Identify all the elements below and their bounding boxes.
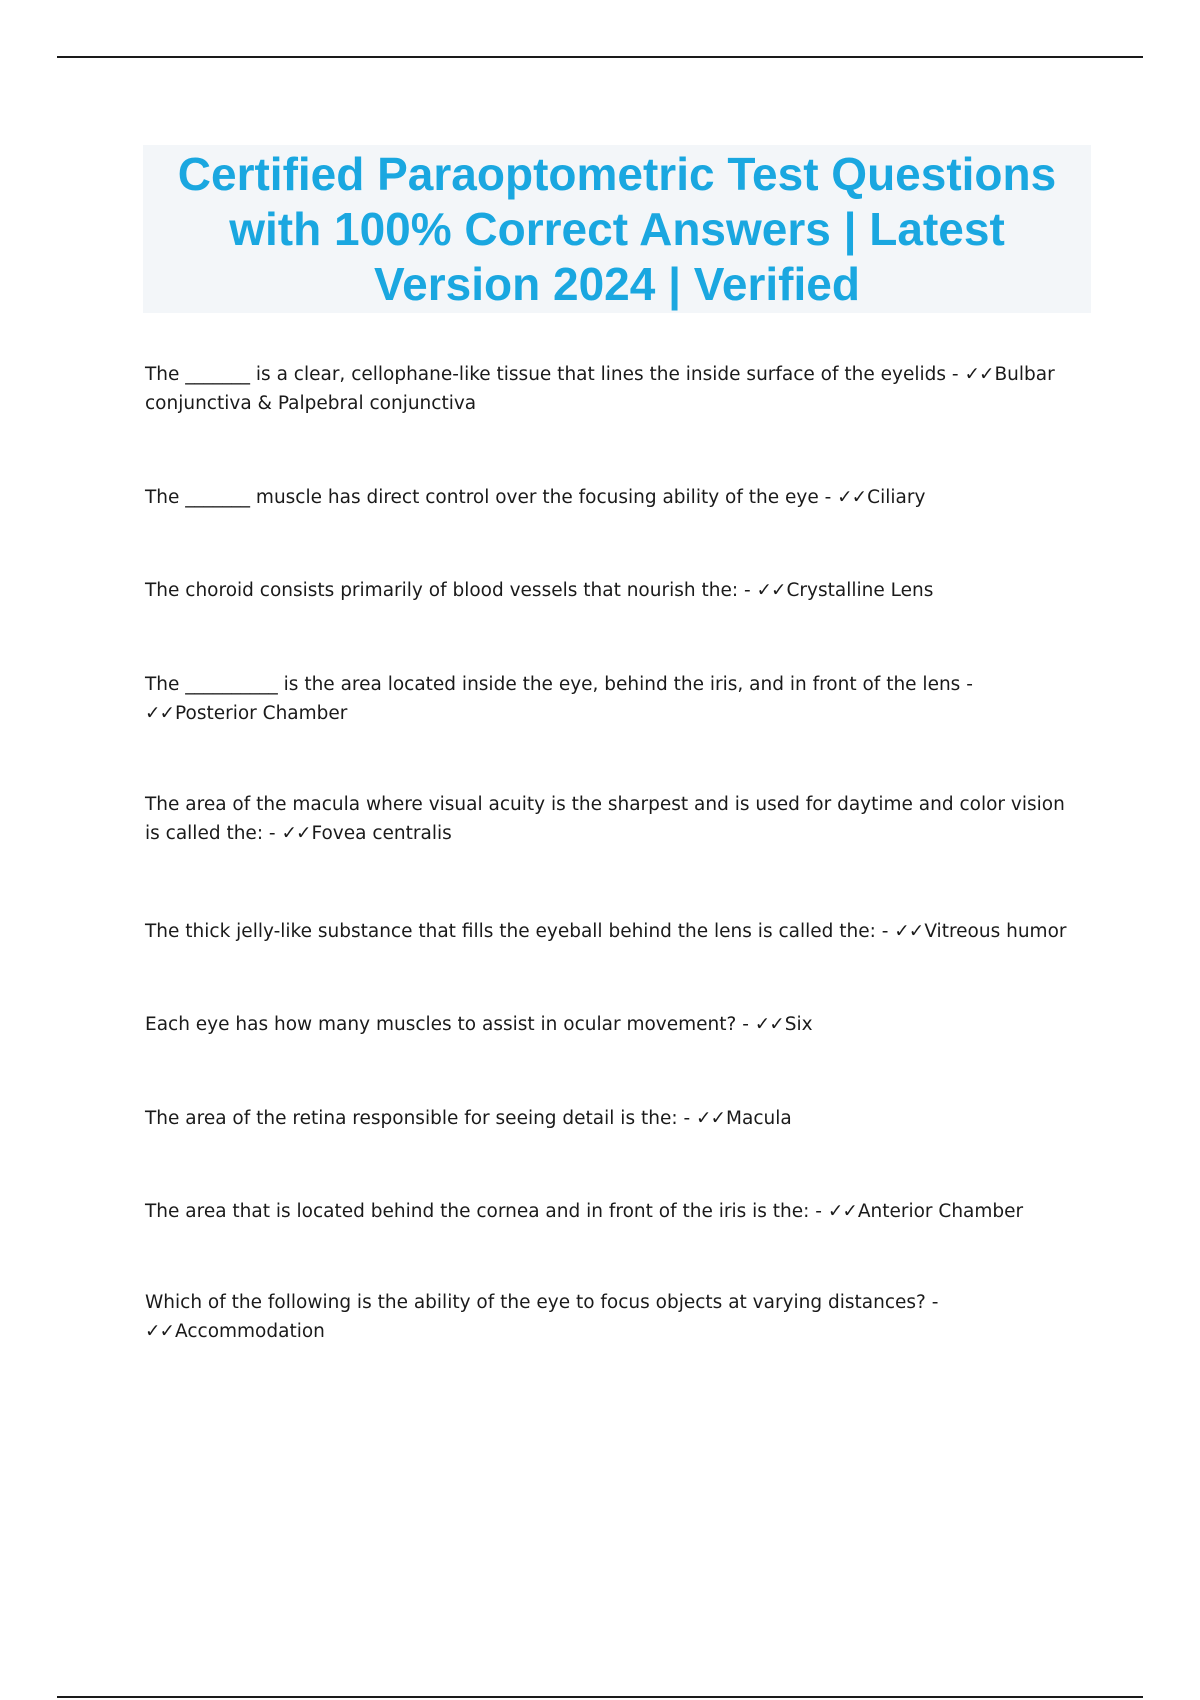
question-text: The area that is located behind the cornea and in front of the iris is the: - [145,1201,828,1222]
check-icon: ✓✓ [754,1014,784,1035]
check-icon: ✓✓ [894,921,924,942]
qa-item [145,1288,1085,1346]
qa-item [145,1197,1085,1226]
qa-item [145,670,1085,728]
answer-text: Crystalline Lens [786,580,934,601]
question-text: The area of the retina responsible for seeing detail is the: - [145,1108,696,1129]
check-icon: ✓✓ [964,364,994,385]
question-text: The _______ is a clear, cellophane-like tissue that lines the inside surface of the eyelids - [145,364,965,385]
question-text: The thick jelly-like substance that fills the eyeball behind the lens is called the: - [145,921,895,942]
answer-text: Posterior Chamber [175,703,348,724]
check-icon: ✓✓ [837,487,867,508]
question-text: Which of the following is the ability of the eye to focus objects at varying distances? - [145,1292,939,1313]
answer-text: Fovea centralis [311,823,452,844]
answer-text: Vitreous humor [924,921,1067,942]
question-text: The _______ muscle has direct control over the focusing ability of the eye - [145,487,838,508]
answer-text: Accommodation [175,1321,325,1342]
qa-item [145,1010,1085,1039]
top-rule [57,56,1143,58]
qa-item [145,790,1085,848]
answer-text: Ciliary [867,487,926,508]
answer-text: Six [784,1014,813,1035]
question-text: The __________ is the area located inside the eye, behind the iris, and in front of the lens - [145,674,973,695]
answer-text: Bulbar conjunctiva & Palpebral conjunctiva [145,364,1055,414]
qa-item [145,1104,1085,1133]
answer-text: Anterior Chamber [857,1201,1024,1222]
check-icon: ✓✓ [696,1108,726,1129]
check-icon: ✓✓ [756,580,786,601]
check-icon: ✓✓ [827,1201,857,1222]
bottom-rule [57,1696,1143,1698]
qa-item [145,360,1085,418]
document-title: Certified Paraoptometric Test Questions with 100% Correct Answers | Latest Version 2024 | Verified [177,147,1057,310]
check-icon: ✓✓ [145,1321,175,1342]
question-text: The choroid consists primarily of blood vessels that nourish the: - [145,580,757,601]
question-text: The area of the macula where visual acuity is the sharpest and is used for daytime and color vision is called the: - [145,794,1065,844]
qa-item [145,917,1085,946]
question-text: Each eye has how many muscles to assist in ocular movement? - [145,1014,755,1035]
title-banner [143,145,1091,313]
qa-item [145,576,1085,605]
check-icon: ✓✓ [281,823,311,844]
answer-text: Macula [726,1108,792,1129]
qa-item [145,483,1085,512]
check-icon: ✓✓ [145,703,175,724]
